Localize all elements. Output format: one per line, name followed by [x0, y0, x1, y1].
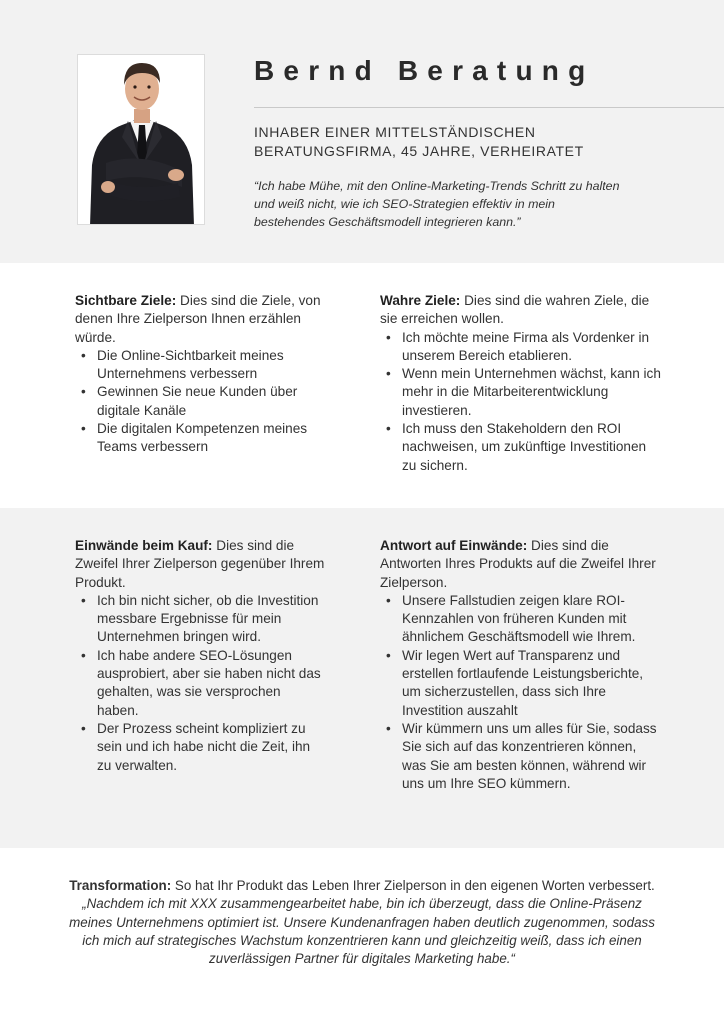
list-item-text: Ich möchte meine Firma als Vordenker in unserem Bereich etablieren. [402, 329, 650, 363]
bullet-icon: • [81, 720, 86, 736]
true-goals-intro-text: Dies sind die wahren Ziele, die sie erreichen wollen. [380, 293, 650, 327]
list-item [75, 720, 325, 775]
persona-photo [77, 54, 205, 225]
list-item-text: Ich bin nicht sicher, ob die Investition messbare Ergebnisse für mein Unternehmen bringen wird. [97, 592, 319, 645]
transformation-quote: „Nachdem ich mit XXX zusammengearbeitet habe, bin ich überzeugt, dass die Online-Präsenz meines Unternehmens optimiert ist. Unsere Kundenanfragen haben deutlich zugenommen, sodass ich mich auf strategisches Wachstum konzentrieren kann und gleichzeitig weiß, dass ich einen zuverlässigen Partner für digitales Marketing habe.“ [69, 896, 655, 967]
visible-goals-intro-text: Dies sind die Ziele, von denen Ihre Zielperson Ihnen erzählen würde. [75, 293, 321, 345]
persona-name: Bernd Beratung [254, 55, 595, 86]
list-item [380, 329, 662, 366]
list-item-text: Der Prozess scheint kompliziert zu sein und ich habe nicht die Zeit, ihn zu verwalten. [97, 720, 311, 773]
answers-intro [380, 537, 662, 592]
answers-intro-text: Dies sind die Antworten Ihres Produkts auf die Zweifel Ihrer Zielperson. [380, 538, 656, 590]
bullet-icon: • [81, 592, 86, 608]
bullet-icon: • [81, 347, 86, 363]
bullet-icon: • [386, 329, 391, 345]
answers-heading: Antwort auf Einwände: [380, 538, 528, 553]
objections-block [75, 537, 325, 775]
list-item [380, 592, 662, 647]
transformation-heading: Transformation: [69, 878, 172, 893]
list-item [380, 720, 662, 793]
visible-goals-list [75, 347, 325, 457]
list-item-text: Ich habe andere SEO-Lösungen ausprobiert, aber sie haben nicht das gehalten, was sie versprochen haben. [97, 647, 321, 718]
answers-block [380, 537, 662, 793]
list-item-text: Die Online-Sichtbarkeit meines Unternehmens verbessern [97, 347, 284, 382]
true-goals-intro [380, 292, 662, 329]
list-item [75, 647, 325, 720]
bullet-icon: • [81, 647, 86, 663]
transformation-intro-text: So hat Ihr Produkt das Leben Ihrer Zielperson in den eigenen Worten verbessert. [171, 878, 655, 893]
bullet-icon: • [386, 421, 391, 437]
list-item-text: Wir kümmern uns um alles für Sie, sodass Sie sich auf das konzentrieren können, was Sie am besten können, während wir uns um Ihre SEO kümmern. [402, 720, 657, 791]
bullet-icon: • [386, 647, 391, 663]
true-goals-list [380, 329, 662, 475]
transformation-block [60, 877, 664, 968]
header-divider [254, 107, 724, 108]
goals-section [0, 263, 724, 508]
visible-goals-block [75, 292, 325, 457]
bullet-icon: • [386, 592, 391, 608]
objections-heading: Einwände beim Kauf: [75, 538, 213, 553]
bullet-icon: • [386, 720, 391, 736]
persona-quote: “Ich habe Mühe, mit den Online-Marketing-Trends Schritt zu halten und weiß nicht, wie ich SEO-Strategien effektiv in mein bestehendes Geschäftsmodell integrieren kann.” [254, 179, 620, 229]
objections-intro [75, 537, 325, 592]
objections-intro-text: Dies sind die Zweifel Ihrer Zielperson gegenüber Ihrem Produkt. [75, 538, 325, 590]
true-goals-block [380, 292, 662, 475]
objections-section [0, 508, 724, 848]
bullet-icon: • [81, 384, 86, 400]
list-item-text: Ich muss den Stakeholdern den ROI nachweisen, um zukünftige Investitionen zu sichern. [402, 421, 647, 473]
list-item [75, 347, 325, 384]
list-item [75, 383, 325, 420]
list-item-text: Wenn mein Unternehmen wächst, kann ich mehr in die Mitarbeiterentwicklung investieren. [402, 366, 661, 418]
persona-header [0, 0, 724, 263]
objections-list [75, 592, 325, 775]
bullet-icon: • [386, 366, 391, 382]
visible-goals-heading: Sichtbare Ziele: [75, 293, 177, 308]
transformation-intro [60, 877, 664, 895]
businessman-portrait-image [78, 55, 205, 225]
true-goals-heading: Wahre Ziele: [380, 293, 461, 308]
list-item [380, 365, 662, 420]
list-item-text: Wir legen Wert auf Transparenz und erstellen fortlaufende Leistungsberichte, um sicherzustellen, dass sich Ihre Investition auszahlt [402, 647, 644, 718]
list-item [75, 420, 325, 457]
visible-goals-intro [75, 292, 325, 347]
persona-subtitle: INHABER EINER MITTELSTÄNDISCHEN BERATUNGSFIRMA, 45 JAHRE, VERHEIRATET [254, 124, 584, 159]
bullet-icon: • [81, 421, 86, 437]
list-item [75, 592, 325, 647]
transformation-section [0, 848, 724, 1024]
list-item [380, 647, 662, 720]
answers-list [380, 592, 662, 793]
list-item-text: Die digitalen Kompetenzen meines Teams verbessern [97, 421, 308, 455]
list-item [380, 420, 662, 475]
list-item-text: Unsere Fallstudien zeigen klare ROI-Kennzahlen von früheren Kunden mit ähnlichem Geschäftsmodell wie Ihrem. [402, 592, 636, 645]
list-item-text: Gewinnen Sie neue Kunden über digitale Kanäle [97, 384, 298, 418]
